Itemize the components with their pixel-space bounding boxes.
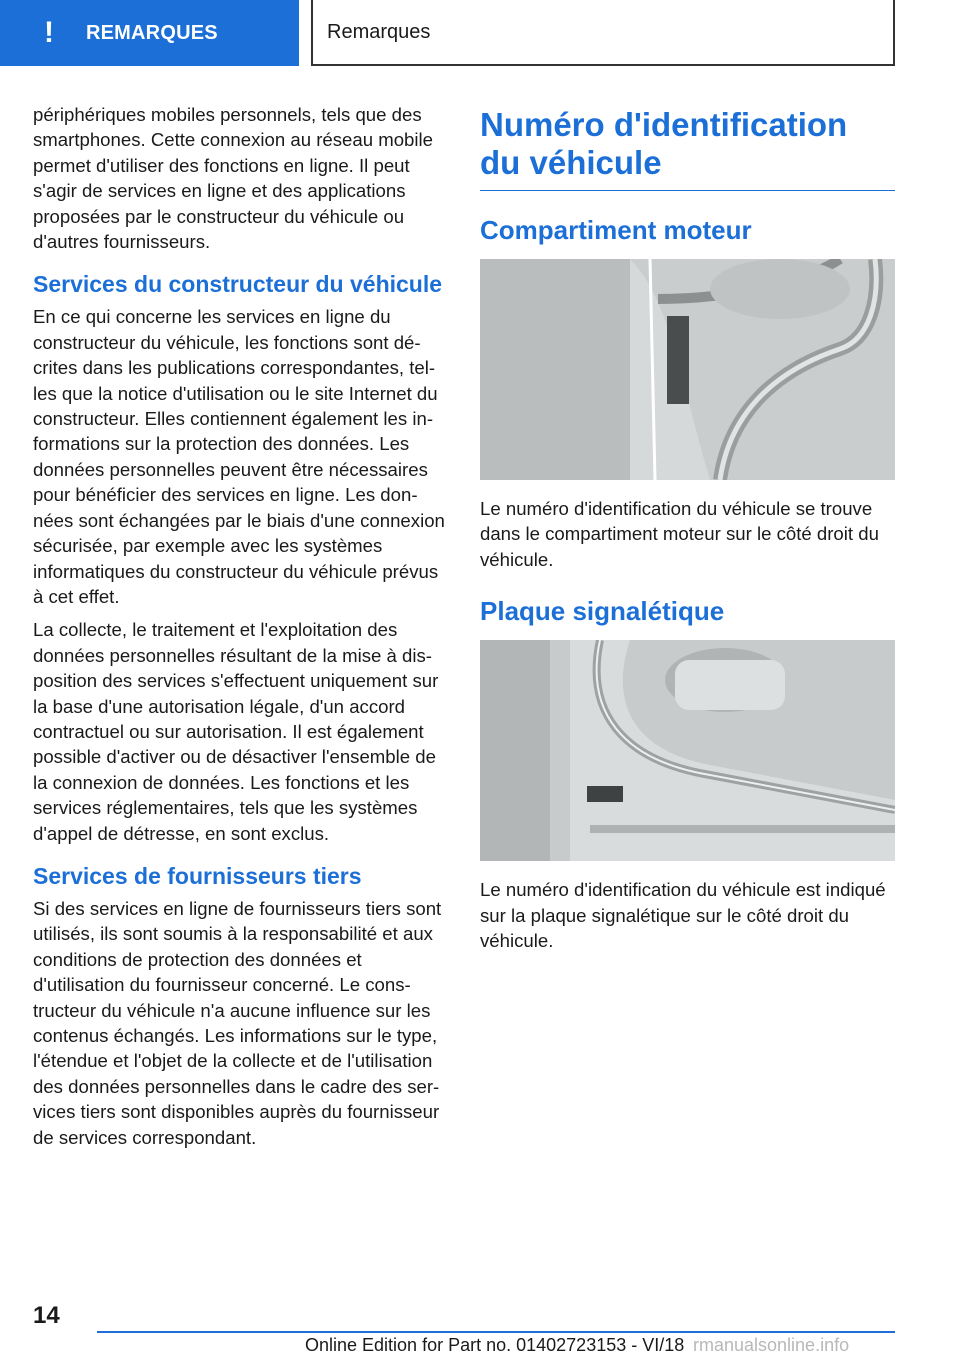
type-plate-caption: Le numéro d'identification du véhicule est indiqué sur la plaque signalétique sur le côté droit du véhicule. bbox=[480, 879, 886, 952]
header-tab bbox=[0, 0, 299, 66]
header-tab-label: REMARQUES bbox=[86, 21, 218, 44]
header-section-title: Remarques bbox=[311, 0, 895, 66]
section-heading-type-plate: Plaque signalétique bbox=[480, 596, 725, 627]
section-heading-third-party-services: Services de fournisseurs tiers bbox=[33, 862, 362, 889]
section-heading-engine-compartment: Compartiment moteur bbox=[480, 215, 752, 245]
paragraph: Si des services en ligne de fournisseurs tiers sont utilisés, ils sont soumis à la responsabilité et aux conditions de protection des données et d'utilisation du fournisseur concerné. Le constructeur du véhicule n'a aucune influence sur les contenus échangés. Les informations sur le type, l'étendue et l'objet de la collecte et de l'utilisation des données personnelles dans le cadre des services tiers sont disponibles auprès du fournisseur de services correspondant. bbox=[33, 897, 442, 1148]
left-column bbox=[33, 102, 448, 1158]
type-plate-illustration bbox=[480, 640, 895, 861]
intro-paragraph: périphériques mobiles personnels, tels que des smartphones. Cette connexion au réseau mobile permet d'utiliser des fonctions en ligne. Il peut s'agir de services en ligne et des applications proposées par le constructeur du véhicule ou d'autres fournisseurs. bbox=[33, 104, 434, 253]
footer-divider bbox=[97, 1331, 895, 1333]
section-heading-manufacturer-services: Services du constructeur du véhicule bbox=[33, 271, 443, 298]
footer-watermark: rmanualsonline.info bbox=[693, 1335, 850, 1355]
exclamation-icon: ! bbox=[44, 16, 54, 49]
paragraph: La collecte, le traitement et l'exploitation des données personnelles résultant de la mise à disposition des services s'effectuent uniquement sur la base d'une autorisation légale, d'un accord contractuel ou sur autorisation. Il est également possible d'activer ou de désactiver l'ensemble de la connexion de données. Les fonctions et les services réglementaires, tels que les systèmes d'appel de détresse, en sont exclus. bbox=[33, 619, 439, 844]
paragraph: En ce qui concerne les services en ligne du constructeur du véhicule, les fonctions sont décrites dans les publications correspondantes, telles que la notice d'utilisation ou le site Internet du constructeur. Elles contiennent également les informations sur la protection des données. Les données personnelles peuvent être nécessaires pour bénéficier des services en ligne. Les données sont échangées par le biais d'une connexion sécurisée, par exemple avec les systèmes informatiques du constructeur du véhicule prévus à cet effet. bbox=[33, 306, 445, 607]
page-number: 14 bbox=[33, 1302, 60, 1329]
engine-compartment-illustration bbox=[480, 259, 895, 480]
right-column bbox=[480, 102, 895, 961]
engine-compartment-caption: Le numéro d'identification du véhicule se trouve dans le compartiment moteur sur le côté droit du véhicule. bbox=[480, 498, 879, 570]
main-heading: Numéro d'identification du véhicule bbox=[480, 106, 895, 191]
footer-edition-text: Online Edition for Part no. 01402723153 - VI/18 bbox=[305, 1335, 685, 1355]
